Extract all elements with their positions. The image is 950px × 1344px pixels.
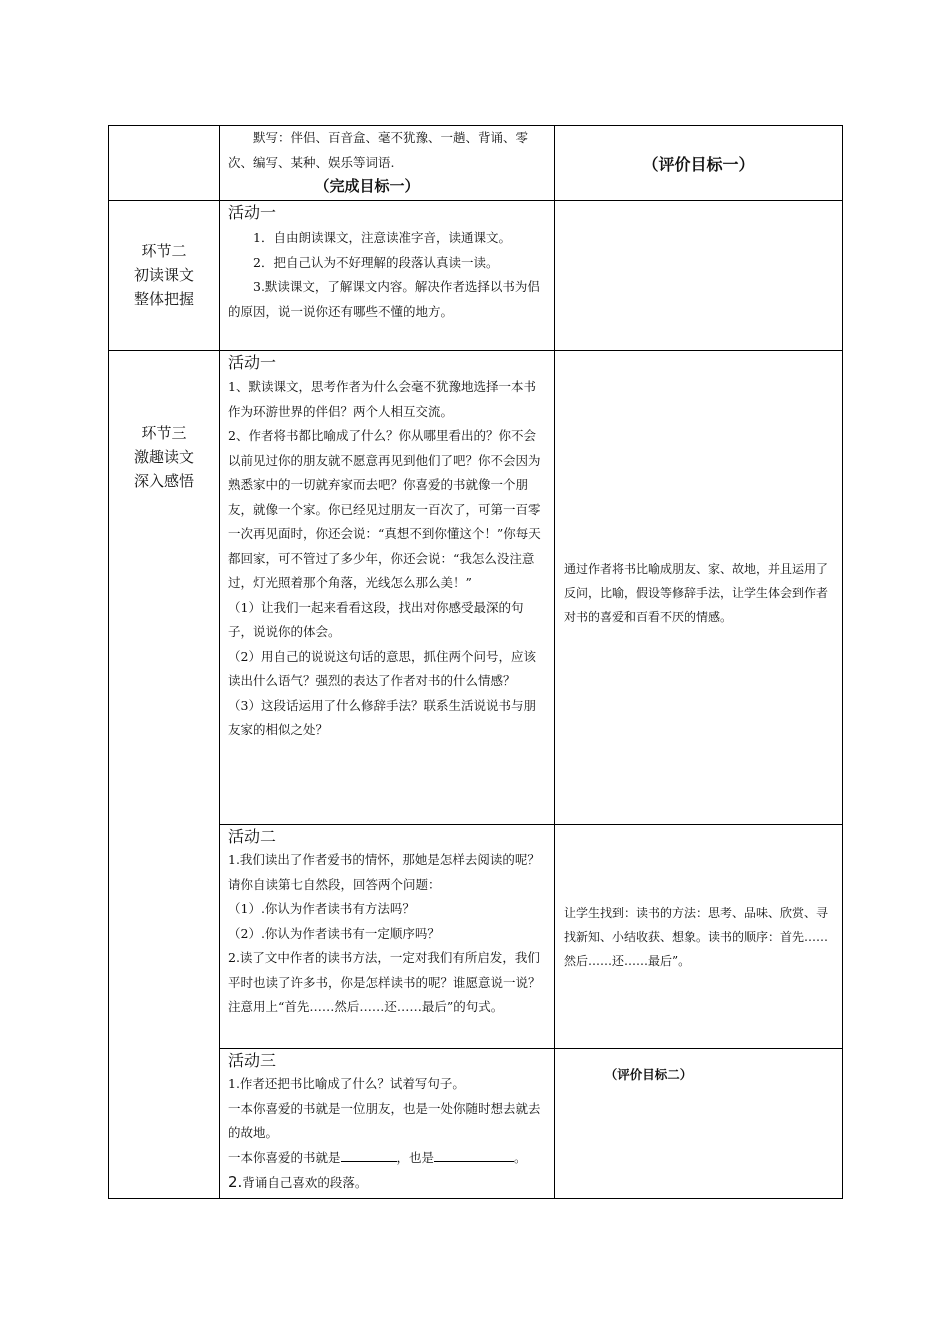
row-stage-two (109, 201, 843, 351)
eval-cell (555, 1049, 843, 1199)
item-text: 背诵自己喜欢的段落。 (242, 1175, 368, 1190)
fill-part-c: 。 (514, 1149, 527, 1165)
eval-goal-one: （评价目标一） (642, 154, 755, 174)
row-activity-three (109, 1049, 843, 1199)
eval-cell (555, 825, 843, 1049)
content-cell (220, 1049, 555, 1199)
activity-title: 活动三 (228, 1051, 277, 1070)
activity-item (228, 1170, 548, 1196)
activity-item: （1）.你认为作者读书有方法吗？ (228, 901, 415, 916)
stage-subtitle-2: 整体把握 (133, 290, 194, 308)
eval-cell (555, 351, 843, 825)
activity-item: 3.默读课文，了解课文内容。解决作者选择以书为侣的原因，说一说你还有哪些不懂的地方。 (228, 279, 540, 319)
activity-item: 2、作者将书都比喻成了什么？你从哪里看出的？你不会以前见过你的朋友就不愿意再见到他们了吧？你不会因为熟悉家中的一切就弃家而去吧？你喜爱的书就像一个朋友，就像一个家。你已经见过朋友一百次了，可第一百零一次再见面时，你还会说：“真想不到你懂这个！”你每天都回家，可不管过了多少年，你还会说：“我怎么没注意过，灯光照着那个角落，光线怎么那么美！” (228, 428, 541, 590)
eval-text: 通过作者将书比喻成朋友、家、故地，并且运用了反问，比喻，假设等修辞手法，让学生体会到作者对书的喜爱和百看不厌的情感。 (564, 561, 829, 624)
eval-goal-two: （评价目标二） (604, 1067, 693, 1082)
eval-text: 让学生找到：读书的方法：思考、品味、欣赏、寻找新知、小结收获、想象。读书的顺序：首先……然后……还……最后”。 (564, 905, 829, 968)
stage-cell-empty (109, 126, 220, 201)
example-sentence: 一本你喜爱的书就是一位朋友，也是一处你随时想去就去的故地。 (228, 1100, 541, 1140)
content-cell (220, 825, 555, 1049)
fill-blank-2[interactable] (434, 1147, 514, 1162)
fill-in-sentence (228, 1146, 548, 1171)
activity-item: （2）用自己的说说这句话的意思，抓住两个问号，应该读出什么语气？强烈的表达了作者对书的什么情感？ (228, 648, 536, 688)
activity-item: 2.读了文中作者的读书方法，一定对我们有所启发，我们平时也读了许多书，你是怎样读书的呢？谁愿意说一说？注意用上“首先……然后……还……最后”的句式。 (228, 950, 541, 1014)
stage-subtitle-1: 激趣读文 (133, 448, 194, 466)
activity-item: 1.我们读出了作者爱书的情怀，那她是怎样去阅读的呢？请你自读第七自然段，回答两个问题： (228, 852, 540, 892)
activity-title: 活动一 (228, 203, 277, 222)
stage-title: 环节二 (141, 242, 187, 260)
fill-part-a: 一本你喜爱的书就是 (228, 1149, 341, 1165)
fill-blank-1[interactable] (341, 1147, 397, 1162)
stage-cell (109, 351, 220, 1199)
eval-cell-empty (555, 201, 843, 351)
lesson-plan-table (108, 125, 843, 1199)
row-dictation (109, 126, 843, 201)
activity-item: 1.作者还把书比喻成了什么？试着写句子。 (228, 1076, 465, 1091)
stage-subtitle-1: 初读课文 (133, 266, 194, 284)
goal-label: （完成目标一） (314, 177, 420, 195)
content-cell (220, 126, 555, 201)
row-activity-two (109, 825, 843, 1049)
content-cell (220, 201, 555, 351)
stage-subtitle-2: 深入感悟 (133, 472, 194, 490)
item-number: 2. (228, 1173, 243, 1191)
stage-cell (109, 201, 220, 351)
stage-title: 环节三 (141, 424, 187, 442)
activity-title: 活动二 (228, 827, 277, 846)
activity-item: （3）这段话运用了什么修辞手法？联系生活说说书与朋友家的相似之处？ (228, 697, 536, 737)
dictation-text: 默写：伴侣、百音盒、毫不犹豫、一趟、背诵、零次、编写、某种、娱乐等词语. (228, 130, 529, 170)
activity-item: 1、默读课文，思考作者为什么会毫不犹豫地选择一本书作为环游世界的伴侣？两个人相互交流。 (228, 379, 536, 419)
eval-cell (555, 126, 843, 201)
content-cell (220, 351, 555, 825)
activity-title: 活动一 (228, 353, 277, 372)
activity-item: 2．把自己认为不好理解的段落认真读一读。 (253, 254, 499, 270)
activity-item: 1．自由朗读课文，注意读准字音，读通课文。 (253, 230, 511, 245)
activity-item: （2）.你认为作者读书有一定顺序吗？ (228, 925, 440, 941)
fill-part-b: ，也是 (396, 1149, 435, 1165)
activity-item: （1）让我们一起来看看这段，找出对你感受最深的句子，说说你的体会。 (228, 599, 524, 639)
row-stage-three-activity-one (109, 351, 843, 825)
